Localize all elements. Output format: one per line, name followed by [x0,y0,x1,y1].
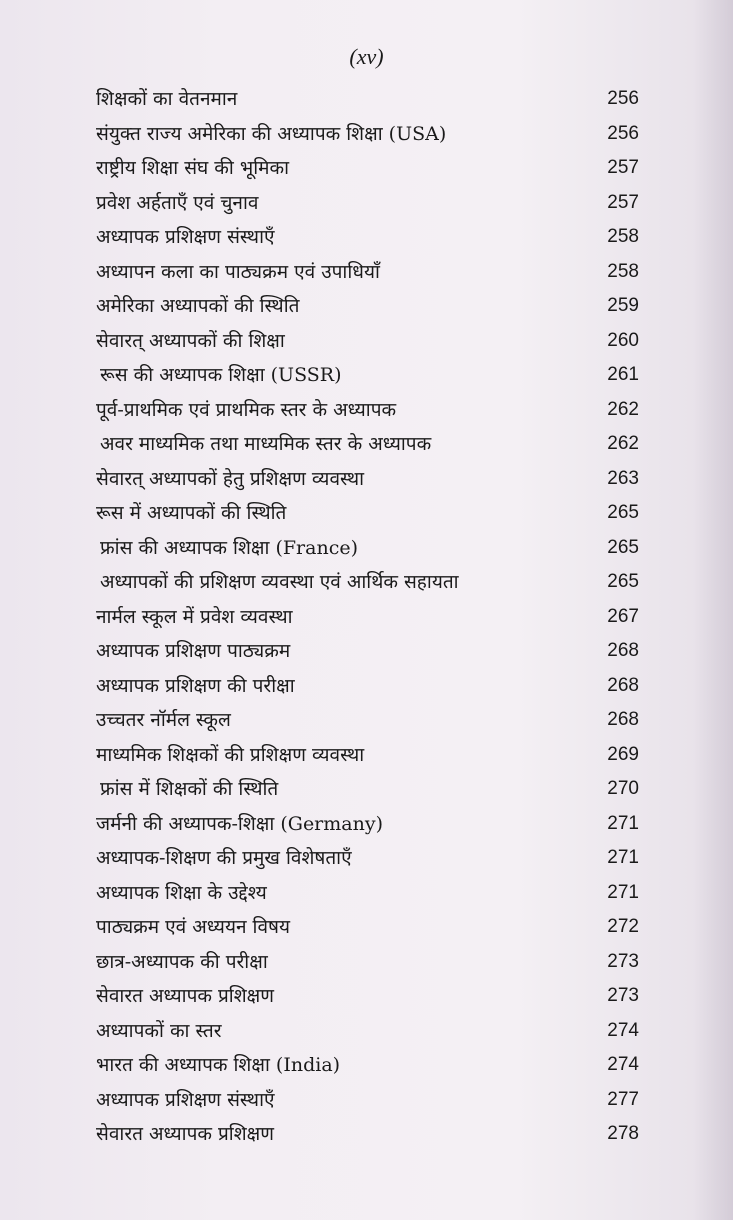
toc-entry [0,841,733,876]
toc-entry-page: 268 [607,674,639,696]
toc-entry-title: अध्यापकों की प्रशिक्षण व्यवस्था एवं आर्थिक सहायता [100,571,459,593]
toc-entry-page: 265 [607,536,639,558]
toc-entry [0,772,733,807]
toc-entry-page: 270 [607,778,639,799]
toc-entry-page: 271 [607,812,639,834]
toc-entry-title: पूर्व-प्राथमिक एवं प्राथमिक स्तर के अध्यापक [96,398,397,421]
toc-entry-title: अध्यापक प्रशिक्षण संस्थाएँ [96,226,275,248]
toc-entry-page: 257 [607,191,639,213]
toc-entry [0,393,733,428]
toc-entry-page: 256 [607,88,639,109]
toc-entry-title: अध्यापन कला का पाठ्यक्रम एवं उपाधियाँ [96,260,380,283]
toc-entry [0,220,733,255]
toc-entry-page: 271 [607,847,639,868]
toc-entry [0,462,733,497]
toc-entry-title: नार्मल स्कूल में प्रवेश व्यवस्था [96,605,293,628]
toc-entry-title: रूस की अध्यापक शिक्षा (USSR) [100,364,342,386]
toc-entry-title: प्रवेश अर्हताएँ एवं चुनाव [96,191,259,214]
toc-entry-page: 267 [607,605,639,627]
toc-entry-page: 258 [607,226,639,247]
toc-entry-title: छात्र-अध्यापक की परीक्षा [96,950,268,973]
toc-entry [0,738,733,773]
toc-entry [0,565,733,600]
toc-entry [0,531,733,566]
toc-entry-page: 263 [607,467,639,489]
toc-entry-title: सेवारत अध्यापक प्रशिक्षण [96,1123,275,1145]
toc-entry [0,1048,733,1083]
toc-entry-title: जर्मनी की अध्यापक-शिक्षा (Germany) [96,812,383,835]
toc-entry-page: 271 [607,881,639,903]
toc-entry-title: अध्यापक प्रशिक्षण संस्थाएँ [96,1088,275,1111]
toc-entry-page: 256 [607,122,639,144]
toc-entry-title: फ्रांस में शिक्षकों की स्थिति [100,778,279,800]
toc-entry-page: 260 [607,329,639,351]
toc-entry [0,945,733,980]
toc-entry [0,117,733,152]
toc-entry [0,358,733,393]
toc-entry-title: पाठ्यक्रम एवं अध्ययन विषय [96,916,291,938]
toc-entry [0,1014,733,1049]
toc-entry [0,151,733,186]
toc-entry-title: शिक्षकों का वेतनमान [96,88,238,110]
toc-entry-title: अध्यापक प्रशिक्षण की परीक्षा [96,674,295,697]
toc-entry-page: 274 [607,1054,639,1075]
toc-entry [0,634,733,669]
toc-entry-page: 261 [607,364,639,385]
toc-entry [0,1083,733,1118]
toc-entry-page: 262 [607,433,639,454]
toc-entry [0,427,733,462]
toc-entry-page: 274 [607,1019,639,1041]
toc-entry-page: 265 [607,571,639,592]
toc-entry-page: 268 [607,709,639,730]
page-number: (xv) [349,44,384,69]
page-edge-shadow [693,0,733,1220]
toc-entry [0,82,733,117]
toc-entry-title: अमेरिका अध्यापकों की स्थिति [96,295,300,317]
toc-entry [0,1117,733,1152]
toc-entry-title: अध्यापक प्रशिक्षण पाठ्यक्रम [96,640,291,662]
toc-entry-page: 269 [607,743,639,765]
toc-entry [0,289,733,324]
toc-entry-page: 258 [607,260,639,282]
toc-entry [0,979,733,1014]
toc-entry-title: सेवारत् अध्यापकों हेतु प्रशिक्षण व्यवस्था [96,467,365,490]
toc-entry-page: 262 [607,398,639,420]
toc-entry-title: उच्चतर नॉर्मल स्कूल [96,709,231,731]
toc-entry-page: 277 [607,1088,639,1110]
toc-entry-title: रूस में अध्यापकों की स्थिति [96,502,287,524]
toc-entry [0,255,733,290]
toc-entry-page: 278 [607,1123,639,1144]
toc-entry-title: सेवारत् अध्यापकों की शिक्षा [96,329,285,352]
toc-entry-page: 273 [607,950,639,972]
toc-entry-title: अध्यापक-शिक्षण की प्रमुख विशेषताएँ [96,847,352,869]
toc-entry [0,186,733,221]
toc-entry-page: 257 [607,157,639,178]
table-of-contents [0,82,733,1152]
toc-entry-title: अवर माध्यमिक तथा माध्यमिक स्तर के अध्यापक [100,433,432,455]
toc-entry [0,703,733,738]
toc-entry-title: फ्रांस की अध्यापक शिक्षा (France) [100,536,358,559]
toc-entry-title: भारत की अध्यापक शिक्षा (India) [96,1054,341,1076]
toc-entry-title: अध्यापक शिक्षा के उद्देश्य [96,881,267,904]
toc-entry-title: अध्यापकों का स्तर [96,1019,222,1042]
toc-entry [0,876,733,911]
toc-entry-page: 272 [607,916,639,937]
toc-entry [0,669,733,704]
toc-entry-page: 265 [607,502,639,523]
toc-entry-page: 259 [607,295,639,316]
toc-entry [0,496,733,531]
toc-entry-page: 273 [607,985,639,1006]
toc-entry-title: सेवारत अध्यापक प्रशिक्षण [96,985,275,1007]
toc-entry-title: संयुक्त राज्य अमेरिका की अध्यापक शिक्षा (USA) [96,122,447,145]
toc-entry-page: 268 [607,640,639,661]
toc-entry-title: माध्यमिक शिक्षकों की प्रशिक्षण व्यवस्था [96,743,365,766]
toc-entry [0,910,733,945]
toc-entry [0,807,733,842]
toc-entry [0,600,733,635]
toc-entry-title: राष्ट्रीय शिक्षा संघ की भूमिका [96,157,290,179]
toc-entry [0,324,733,359]
